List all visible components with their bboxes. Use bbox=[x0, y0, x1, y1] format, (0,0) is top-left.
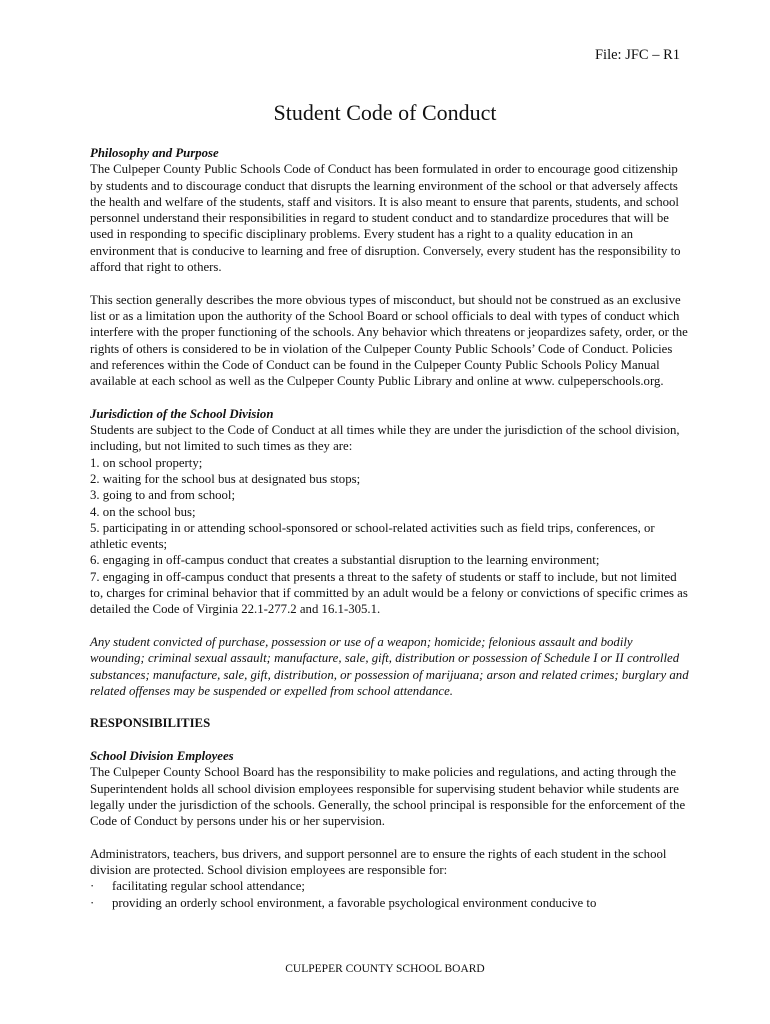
list-item bbox=[90, 878, 690, 894]
list-item: 3. going to and from school; bbox=[90, 488, 236, 503]
list-item: 5. participating in or attending school-sponsored or school-related activities such as field trips, conferences, or athletic events; bbox=[90, 520, 655, 552]
jurisdiction-list bbox=[90, 455, 690, 618]
page-footer: CULPEPER COUNTY SCHOOL BOARD bbox=[285, 963, 485, 975]
bullet-text: facilitating regular school attendance; bbox=[112, 879, 305, 894]
administrators-paragraph: Administrators, teachers, bus drivers, and support personnel are to ensure the rights of each student in the school division are protected. School division employees are responsible for: bbox=[90, 846, 667, 878]
jurisdiction-heading: Jurisdiction of the School Division bbox=[90, 406, 274, 421]
list-item: 7. engaging in off-campus conduct that presents a threat to the safety of students or staff to include, but not limited to, charges for criminal behavior that if committed by an adult would be a felony or convictions of specific crimes as detailed the Code of Virginia 22.1-277.2 and 16.1-305.1. bbox=[90, 569, 688, 617]
list-item: 6. engaging in off-campus conduct that creates a substantial disruption to the learning environment; bbox=[90, 553, 600, 568]
responsibilities-heading: RESPONSIBILITIES bbox=[90, 716, 211, 731]
philosophy-heading: Philosophy and Purpose bbox=[90, 146, 219, 160]
bullet-icon: · bbox=[90, 879, 95, 894]
page-title: Student Code of Conduct bbox=[273, 100, 497, 125]
list-item bbox=[90, 895, 690, 911]
weapons-offenses-note: Any student convicted of purchase, possession or use of a weapon; homicide; felonious assault and bodily wounding; criminal sexual assault; manufacture, sale, gift, distribution or possession of Schedule I or II controlled substances; manufacture, sale, gift, distribution, or possession of marijuana; arson and related crimes; burglary and related offenses may be suspended or expelled from school attendance. bbox=[90, 634, 689, 698]
philosophy-paragraph-1: The Culpeper County Public Schools Code of Conduct has been formulated in order to encourage good citizenship by students and to discourage conduct that disrupts the learning environment of the school or that adversely affects the health and welfare of the students, staff and visitors. It is also meant to ensure that parents, students, and school personnel understand their responsibilities in regard to student conduct and to standardize procedures that will be used in responding to specific disciplinary problems. Every student has a right to a quality education in an environment that is conducive to learning and free of disruption. Conversely, every student has the responsibility to afford that right to others. bbox=[90, 162, 681, 275]
bullet-icon: · bbox=[90, 895, 95, 910]
file-reference: File: JFC – R1 bbox=[594, 47, 680, 63]
document-body bbox=[90, 145, 690, 911]
list-item: 4. on the school bus; bbox=[90, 504, 196, 519]
philosophy-paragraph-2: This section generally describes the more obvious types of misconduct, but should not be construed as an exclusive list or as a limitation upon the authority of the School Board or school officials to deal with types of conduct which interfere with the proper functioning of the schools. Any behavior which threatens or jeopardizes safety, order, or the rights of others is considered to be in violation of the Culpeper County Public Schools’ Code of Conduct. Policies and references within the Code of Conduct can be found in the Culpeper County Public Schools Policy Manual available at each school as well as the Culpeper County Public Library and online at www. culpeperschools.org. bbox=[90, 292, 688, 389]
bullet-text: providing an orderly school environment, a favorable psychological environment conducive to bbox=[112, 895, 597, 910]
jurisdiction-intro: Students are subject to the Code of Conduct at all times while they are under the jurisdiction of the school division, including, but not limited to such times as they are: bbox=[90, 423, 680, 454]
list-item: 2. waiting for the school bus at designated bus stops; bbox=[90, 471, 361, 486]
employees-paragraph: The Culpeper County School Board has the responsibility to make policies and regulations, and acting through the Superintendent holds all school division employees responsible for supervising student behavior while students are legally under the jurisdiction of the schools. Generally, the school principal is responsible for the enforcement of the Code of Conduct by persons under his or her supervision. bbox=[90, 765, 686, 829]
responsibilities-bullets bbox=[90, 878, 690, 911]
employees-heading: School Division Employees bbox=[90, 748, 234, 763]
list-item: 1. on school property; bbox=[90, 455, 203, 470]
